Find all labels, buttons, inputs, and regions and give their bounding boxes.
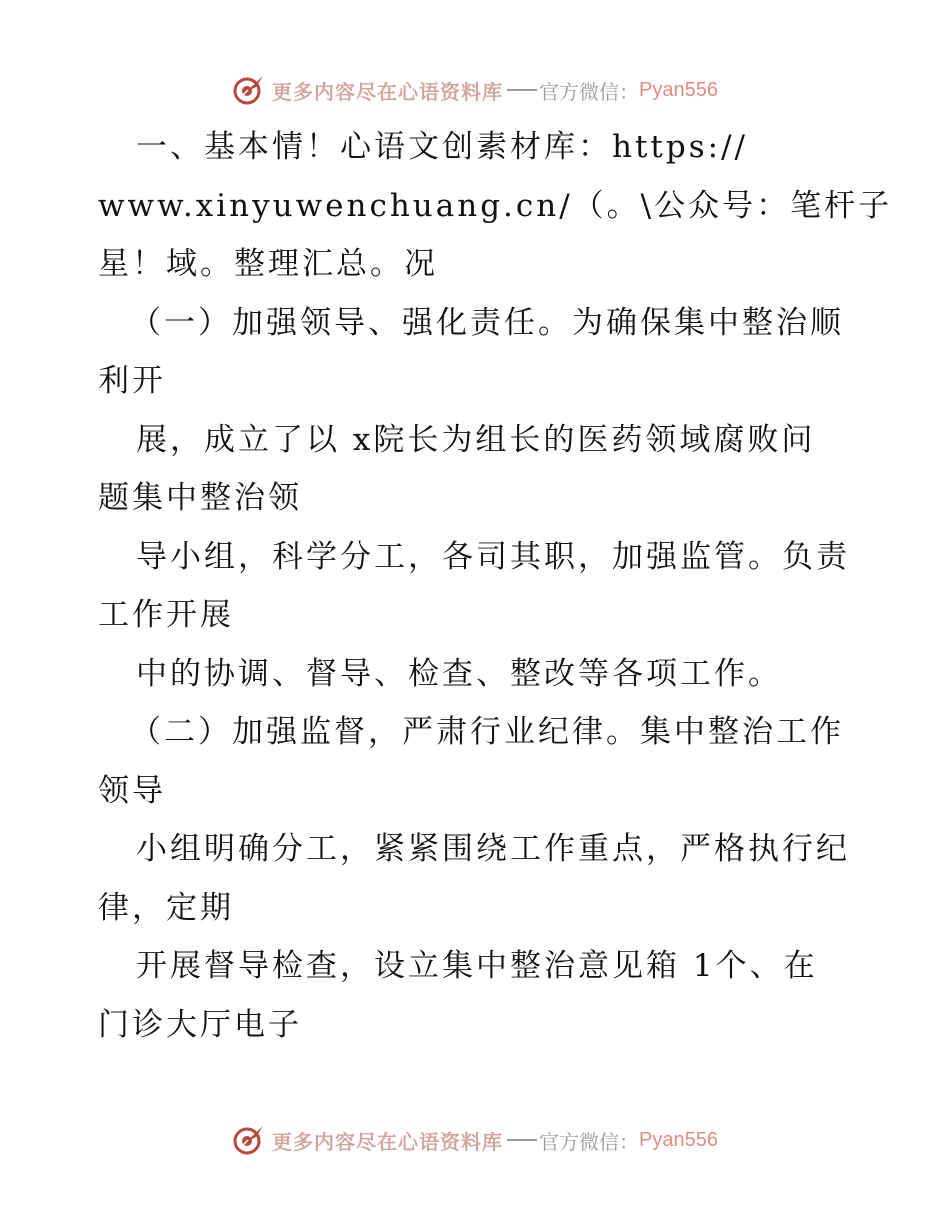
banner-main-text: 更多内容尽在心语资料库: [272, 1129, 504, 1154]
text-line: 小组明确分工，紧紧围绕工作重点，严格执行纪: [136, 831, 850, 867]
text-line: 工作开展: [98, 597, 234, 633]
quill-logo-icon: [232, 1123, 266, 1157]
quill-logo-icon: [232, 73, 266, 107]
text-line: 展，成立了以 x院长为组长的医药领域腐败问: [136, 421, 816, 458]
text-line: 利开: [98, 363, 166, 399]
text-line: 星！域。整理汇总。况: [98, 246, 438, 282]
banner-wechat-id: Pyan556: [639, 78, 718, 101]
text-line: 中的协调、督导、检查、整改等各项工作。: [136, 655, 782, 692]
footer-banner: [0, 1120, 950, 1160]
text-line: （一）加强领导、强化责任。为确保集中整治顺: [130, 304, 844, 341]
banner-main-text: 更多内容尽在心语资料库: [272, 79, 504, 104]
text-line: 题集中整治领: [98, 480, 302, 516]
text-line: 开展督导检查，设立集中整治意见箱 1个、在: [136, 948, 818, 984]
banner-separator: [507, 1139, 537, 1141]
text-line: （二）加强监督，严肃行业纪律。集中整治工作: [130, 714, 844, 750]
text-line: www.xinyuwenchuang.cn/（。\公众号：笔杆子: [98, 187, 893, 224]
banner-separator: [507, 89, 537, 91]
banner-wechat-label: 官方微信：: [539, 79, 640, 104]
text-line: 门诊大厅电子: [98, 1006, 302, 1043]
banner-wechat-label: 官方微信：: [539, 1129, 640, 1154]
text-line: 领导: [98, 772, 166, 809]
text-line: 导小组，科学分工，各司其职，加强监管。负责: [136, 538, 850, 575]
text-line: 律，定期: [98, 889, 234, 926]
header-banner: [0, 70, 950, 110]
document-body: [98, 118, 893, 1054]
banner-wechat-id: Pyan556: [639, 1128, 718, 1151]
text-line: 一、基本情！心语文创素材库：https://: [136, 129, 748, 165]
